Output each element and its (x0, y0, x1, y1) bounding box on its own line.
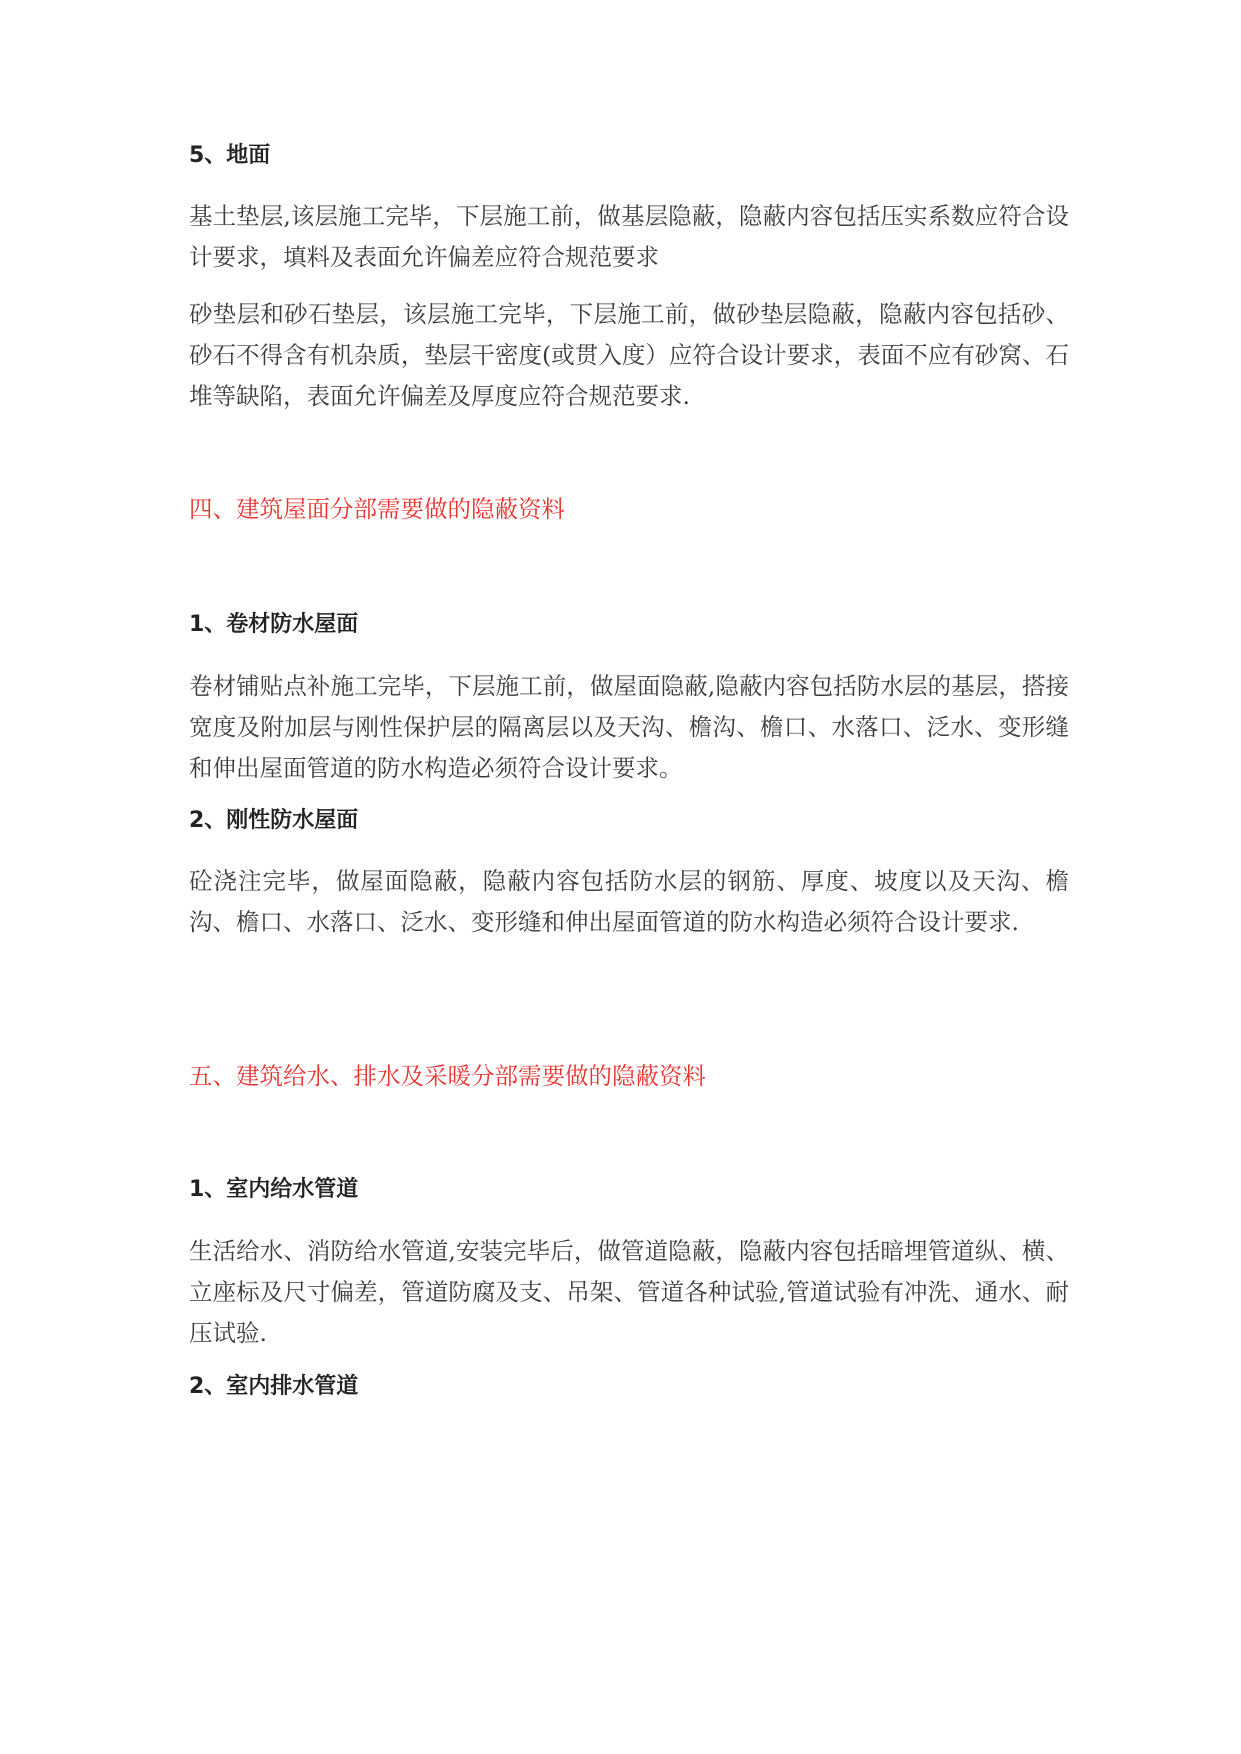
heading-water-supply: 1、室内给水管道 (189, 1177, 359, 1202)
paragraph-rigid-roof: 砼浇注完毕，做屋面隐蔽，隐蔽内容包括防水层的钢筋、厚度、坡度以及天沟、檐沟、檐口、水落口、泛水、变形缝和伸出屋面管道的防水构造必须符合设计要求. (189, 867, 1069, 936)
paragraph-ground-base: 基土垫层,该层施工完毕，下层施工前，做基层隐蔽，隐蔽内容包括压实系数应符合设计要求，填料及表面允许偏差应符合规范要求 (189, 202, 1069, 271)
paragraph-roll-roof: 卷材铺贴点补施工完毕，下层施工前，做屋面隐蔽,隐蔽内容包括防水层的基层，搭接宽度及附加层与刚性保护层的隔离层以及天沟、檐沟、檐口、水落口、泛水、变形缝和伸出屋面管道的防水构造必须符合设计要求。 (189, 672, 1069, 782)
heading-rigid-roof: 2、刚性防水屋面 (189, 808, 359, 833)
paragraph-ground-sand: 砂垫层和砂石垫层，该层施工完毕，下层施工前，做砂垫层隐蔽，隐蔽内容包括砂、砂石不得含有机杂质，垫层干密度(或贯入度）应符合设计要求，表面不应有砂窝、石堆等缺陷，表面允许偏差及厚度应符合规范要求. (189, 300, 1069, 410)
section-heading-roof: 四、建筑屋面分部需要做的隐蔽资料 (189, 495, 565, 523)
heading-drainage: 2、室内排水管道 (189, 1374, 359, 1399)
heading-roll-roof: 1、卷材防水屋面 (189, 612, 359, 637)
paragraph-water-supply: 生活给水、消防给水管道,安装完毕后，做管道隐蔽，隐蔽内容包括暗埋管道纵、横、立座标及尺寸偏差，管道防腐及支、吊架、管道各种试验,管道试验有冲洗、通水、耐压试验. (189, 1237, 1069, 1347)
section-heading-plumbing: 五、建筑给水、排水及采暖分部需要做的隐蔽资料 (189, 1062, 706, 1090)
heading-ground: 5、地面 (189, 143, 271, 168)
